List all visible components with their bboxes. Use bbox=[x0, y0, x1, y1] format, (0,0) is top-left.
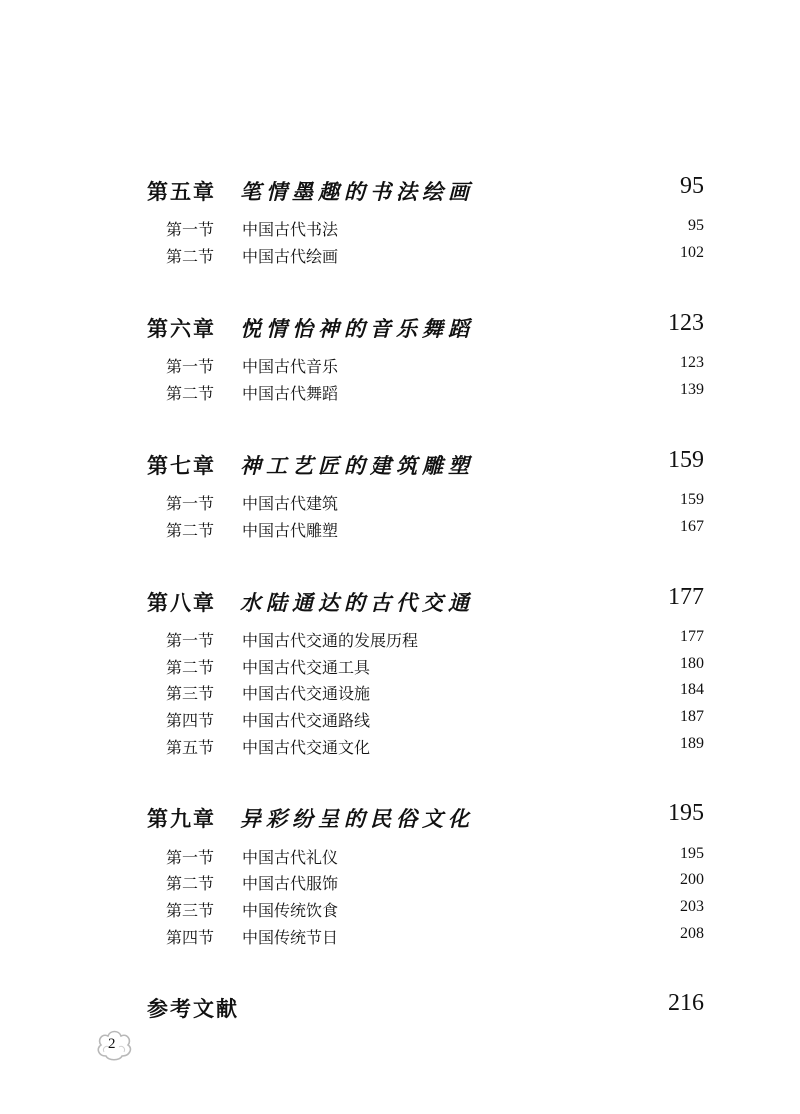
section-label: 第三节 bbox=[166, 901, 215, 920]
section-page-number: 184 bbox=[680, 681, 704, 698]
section-label: 第四节 bbox=[166, 711, 215, 730]
section-label: 第二节 bbox=[166, 521, 215, 540]
chapter-label: 第七章 bbox=[147, 454, 216, 478]
section-entry[interactable] bbox=[166, 845, 704, 867]
section-label: 第一节 bbox=[166, 494, 215, 513]
section-label: 第一节 bbox=[166, 848, 215, 867]
section-title: 中国古代书法 bbox=[242, 220, 339, 239]
chapter-entry[interactable] bbox=[147, 800, 704, 833]
section-page-number: 187 bbox=[680, 708, 704, 725]
section-page-number: 139 bbox=[680, 381, 704, 398]
section-page-number: 200 bbox=[680, 871, 704, 888]
section-title: 中国古代舞蹈 bbox=[242, 384, 339, 403]
section-entry[interactable] bbox=[166, 681, 704, 703]
section-page-number: 177 bbox=[680, 628, 704, 645]
section-entry[interactable] bbox=[166, 491, 704, 513]
section-page-number: 167 bbox=[680, 518, 704, 535]
references-entry[interactable] bbox=[147, 990, 704, 1023]
section-label: 第一节 bbox=[166, 220, 215, 239]
section-title: 中国古代交通工具 bbox=[242, 658, 371, 677]
section-label: 第二节 bbox=[166, 384, 215, 403]
chapter-entry[interactable] bbox=[147, 310, 704, 343]
chapter-label: 第八章 bbox=[147, 591, 216, 615]
section-label: 第五节 bbox=[166, 738, 215, 757]
page-number: 2 bbox=[108, 1036, 116, 1052]
section-label: 第二节 bbox=[166, 874, 215, 893]
section-title: 中国古代交通的发展历程 bbox=[242, 631, 419, 650]
section-label: 第一节 bbox=[166, 357, 215, 376]
section-title: 中国古代礼仪 bbox=[242, 848, 339, 867]
section-title: 中国传统饮食 bbox=[242, 901, 339, 920]
section-entry[interactable] bbox=[166, 871, 704, 893]
section-label: 第二节 bbox=[166, 247, 215, 266]
section-title: 中国古代服饰 bbox=[242, 874, 339, 893]
section-title: 中国古代交通文化 bbox=[242, 738, 371, 757]
section-page-number: 123 bbox=[680, 354, 704, 371]
section-page-number: 180 bbox=[680, 655, 704, 672]
section-label: 第四节 bbox=[166, 928, 215, 947]
section-title: 中国古代交通设施 bbox=[242, 684, 371, 703]
section-page-number: 195 bbox=[680, 845, 704, 862]
chapter-page-number: 195 bbox=[668, 800, 704, 826]
section-entry[interactable] bbox=[166, 381, 704, 403]
section-entry[interactable] bbox=[166, 628, 704, 650]
section-title: 中国古代音乐 bbox=[242, 357, 339, 376]
section-title: 中国古代绘画 bbox=[242, 247, 339, 266]
section-label: 第三节 bbox=[166, 684, 215, 703]
chapter-entry[interactable] bbox=[147, 173, 704, 206]
section-label: 第一节 bbox=[166, 631, 215, 650]
chapter-entry[interactable] bbox=[147, 447, 704, 480]
section-entry[interactable] bbox=[166, 735, 704, 757]
chapter-page-number: 177 bbox=[668, 584, 704, 610]
section-title: 中国古代交通路线 bbox=[242, 711, 371, 730]
references-page-number: 216 bbox=[668, 990, 704, 1016]
chapter-entry[interactable] bbox=[147, 584, 704, 617]
section-page-number: 159 bbox=[680, 491, 704, 508]
chapter-title: 水陆通达的古代交通 bbox=[240, 591, 474, 615]
references-title: 参考文献 bbox=[147, 997, 239, 1021]
section-entry[interactable] bbox=[166, 244, 704, 266]
chapter-title: 异彩纷呈的民俗文化 bbox=[240, 807, 474, 831]
chapter-label: 第九章 bbox=[147, 807, 216, 831]
section-label: 第二节 bbox=[166, 658, 215, 677]
section-entry[interactable] bbox=[166, 898, 704, 920]
section-title: 中国古代建筑 bbox=[242, 494, 339, 513]
chapter-page-number: 123 bbox=[668, 310, 704, 336]
section-title: 中国传统节日 bbox=[242, 928, 339, 947]
section-entry[interactable] bbox=[166, 354, 704, 376]
section-entry[interactable] bbox=[166, 217, 704, 239]
section-entry[interactable] bbox=[166, 655, 704, 677]
chapter-label: 第六章 bbox=[147, 317, 216, 341]
section-entry[interactable] bbox=[166, 518, 704, 540]
section-title: 中国古代雕塑 bbox=[242, 521, 339, 540]
section-page-number: 95 bbox=[688, 217, 704, 234]
chapter-title: 悦情怡神的音乐舞蹈 bbox=[240, 317, 474, 341]
section-page-number: 208 bbox=[680, 925, 704, 942]
chapter-title: 笔情墨趣的书法绘画 bbox=[240, 180, 474, 204]
chapter-page-number: 95 bbox=[680, 173, 704, 199]
chapter-title: 神工艺匠的建筑雕塑 bbox=[240, 454, 474, 478]
section-entry[interactable] bbox=[166, 708, 704, 730]
chapter-page-number: 159 bbox=[668, 447, 704, 473]
section-page-number: 203 bbox=[680, 898, 704, 915]
section-entry[interactable] bbox=[166, 925, 704, 947]
section-page-number: 102 bbox=[680, 244, 704, 261]
chapter-label: 第五章 bbox=[147, 180, 216, 204]
section-page-number: 189 bbox=[680, 735, 704, 752]
